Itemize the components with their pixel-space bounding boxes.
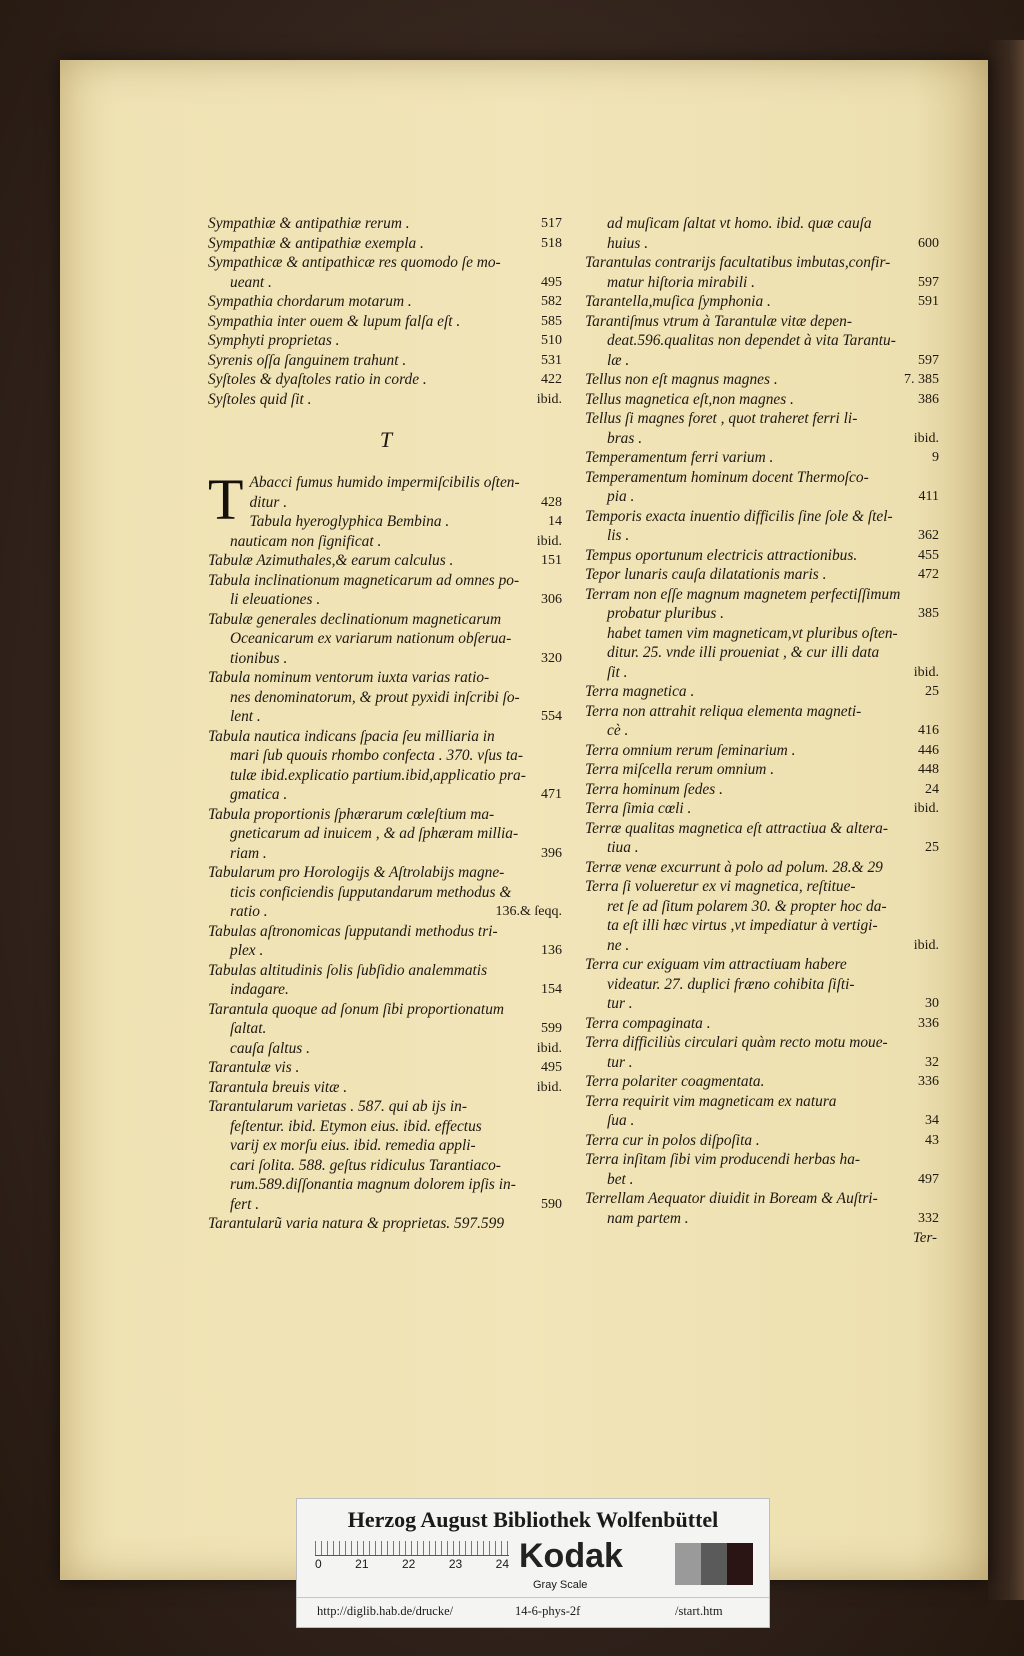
index-entry [208, 1000, 564, 1020]
entry-text: Terra miſcella rerum omnium . [585, 761, 775, 778]
index-entry [585, 331, 941, 351]
index-entries-right [585, 214, 941, 1228]
index-column-left [208, 214, 564, 1234]
page-reference: 411 [918, 489, 939, 504]
entry-text: Terra cur in polos diſpoſita . [585, 1131, 760, 1149]
entry-text: ne . [607, 936, 630, 954]
entry-text: Tabulas altitudinis ſolis ſubſidio analemmatis [208, 961, 488, 979]
page-reference: ibid. [536, 1040, 562, 1056]
page-reference: 590 [541, 1196, 562, 1212]
entry-text: ſaltat. [230, 1020, 267, 1037]
page-reference: 136.& ſeqq. [495, 904, 562, 919]
entry-text: Tellus ſi magnes foret , quot traheret ferri li- [585, 410, 858, 427]
index-entry [208, 273, 564, 293]
ruler-numbers [315, 1557, 509, 1571]
entry-text: mari ſub quouis rhombo confecta . 370. vſus ta- [230, 747, 523, 764]
entry-text: varij ex morſu eius. ibid. remedia appli- [230, 1137, 476, 1154]
page-reference: 531 [541, 352, 562, 368]
entry-text: Terram non eſſe magnum magnetem perfectiſſimum [585, 585, 901, 603]
page-reference: 34 [925, 1113, 939, 1128]
page-reference: 320 [541, 650, 562, 666]
page-reference: 151 [541, 553, 562, 568]
index-entry [208, 493, 564, 513]
index-entry [208, 532, 564, 552]
index-entry [585, 370, 941, 390]
page-reference: 43 [925, 1132, 939, 1148]
index-entries-t [208, 467, 564, 1234]
entry-text: Tarantularum varietas . 587. qui ab ijs in- [208, 1098, 467, 1115]
entry-text: Tepor lunaris cauſa dilatationis maris . [585, 566, 827, 583]
entry-text: Terra compaginata . [585, 1014, 711, 1032]
index-entry [585, 1033, 941, 1053]
entry-text: Syſtoles & dyaſtoles ratio in corde . [208, 371, 427, 388]
index-entry [585, 799, 941, 819]
entry-text: lis . [607, 527, 630, 544]
gray-scale-caption: Gray Scale [533, 1579, 588, 1591]
entry-text: Tempus oportunum electricis attractionibus. [585, 546, 858, 564]
page-reference: 591 [918, 294, 939, 309]
entry-text: nauticam non ſignificat . [230, 532, 382, 550]
index-entry [208, 844, 564, 864]
page-reference: 136 [541, 943, 562, 958]
page-reference: 585 [541, 313, 562, 329]
index-entry [208, 883, 564, 903]
drop-cap: T [208, 467, 244, 532]
entry-text: Terrellam Aequator diuidit in Boream & Auſtri- [585, 1190, 878, 1207]
index-entry [208, 1039, 564, 1059]
index-entry [585, 565, 941, 585]
entry-text: Terra cur exiguam vim attractiuam habere [585, 956, 847, 973]
entry-text: bras . [607, 429, 643, 447]
index-entry [585, 292, 941, 312]
index-entry [585, 702, 941, 722]
entry-text: cauſa ſaltus . [230, 1039, 310, 1057]
index-entry [208, 331, 564, 351]
index-entry [585, 897, 941, 917]
index-entry [208, 649, 564, 669]
index-entry [585, 1209, 941, 1229]
index-entry [585, 604, 941, 624]
index-entry [208, 1195, 564, 1215]
page-reference: 472 [918, 567, 939, 582]
entry-text: pia . [607, 488, 635, 505]
library-name: Herzog August Bibliothek Wolfenbüttel [347, 1507, 719, 1532]
index-entry [585, 721, 941, 741]
index-entry [585, 955, 941, 975]
page-reference: 336 [918, 1015, 939, 1031]
index-entry [585, 760, 941, 780]
url-text: http://diglib.hab.de/drucke/ [317, 1604, 454, 1618]
page-reference: 597 [918, 352, 939, 368]
ruler-number: 22 [401, 1557, 416, 1571]
entry-text: Temperamentum hominum docent Thermoſco- [585, 468, 869, 486]
index-entry [585, 838, 941, 858]
entry-text: cari ſolita. 588. geſtus ridiculus Tarantiaco- [230, 1156, 501, 1174]
index-entry [208, 473, 564, 493]
page-reference: 154 [541, 982, 562, 997]
entry-text: Syſtoles quid ſit . [208, 390, 312, 408]
entry-text: riam . [230, 844, 267, 862]
page-reference: 25 [925, 684, 939, 699]
shelfmark-text: 14-6-phys-2f [515, 1604, 581, 1618]
page-reference: 554 [541, 709, 562, 724]
page-reference: 306 [541, 592, 562, 607]
entry-text: Tabulæ Azimuthales,& earum calculus . [208, 552, 454, 569]
page-reference: 396 [541, 845, 562, 861]
section-letter-heading: T [379, 427, 393, 452]
entry-text: nes denominatorum, & prout pyxidi inſcribi ſo- [230, 688, 520, 706]
page-reference: 448 [918, 762, 939, 777]
entry-text: ta eſt illi hæc virtus ,vt impediatur à vertigi- [607, 917, 878, 934]
index-entry [585, 682, 941, 702]
index-entry [585, 663, 941, 683]
entry-text: Terra magnetica . [585, 683, 695, 700]
entry-text: nam partem . [607, 1209, 689, 1227]
index-entry [585, 819, 941, 839]
index-entry [585, 1072, 941, 1092]
index-entry [208, 1097, 564, 1117]
index-entry [208, 214, 564, 234]
entry-text: Tarantulas contrarijs facultatibus imbutas,confir- [585, 254, 891, 271]
entry-text: Tabulas aſtronomicas ſupputandi methodus tri- [208, 922, 498, 940]
index-entry [208, 727, 564, 747]
index-entry [585, 487, 941, 507]
index-entry [208, 1019, 564, 1039]
page-reference: 600 [918, 235, 939, 251]
index-entry [208, 922, 564, 942]
entry-text: matur hiſtoria mirabili . [607, 273, 755, 291]
index-entry [208, 551, 564, 571]
index-entry [208, 863, 564, 883]
page-reference: 446 [918, 742, 939, 758]
entry-text: Tarantulæ vis . [208, 1059, 300, 1076]
entry-text: Tabula inclinationum magneticarum ad omnes po- [208, 571, 520, 589]
entry-text: lent . [230, 708, 261, 725]
entry-text: ret ſe ad ſitum polarem 30. & propter hoc da- [607, 897, 887, 915]
index-entry [585, 643, 941, 663]
page-reference: ibid. [913, 664, 939, 680]
entry-text: ſit . [607, 663, 628, 681]
entry-text: Abacci fumus humido impermiſcibilis oſten- [249, 474, 520, 491]
index-entry [585, 624, 941, 644]
index-entry [585, 507, 941, 527]
page-reference: 30 [925, 996, 939, 1011]
index-entry [585, 1189, 941, 1209]
index-entry [585, 429, 941, 449]
entry-text: Sympathiæ & antipathiæ rerum . [208, 215, 410, 232]
entry-text: Terra difficiliùs circulari quàm recto motu moue- [585, 1034, 888, 1051]
index-entry [208, 629, 564, 649]
index-entry [585, 585, 941, 605]
entry-text: læ . [607, 351, 630, 369]
catchword: Ter- [912, 1230, 937, 1246]
index-entry [585, 546, 941, 566]
entry-text: Terra ſi volueretur ex vi magnetica, reſtitue- [585, 878, 856, 895]
entry-text: Sympathiæ & antipathiæ exempla . [208, 234, 424, 252]
index-entry [208, 1136, 564, 1156]
page-reference: 510 [541, 333, 562, 348]
index-entry [208, 1214, 564, 1234]
page-reference: 597 [918, 274, 939, 290]
index-entry [585, 253, 941, 273]
index-entry [208, 941, 564, 961]
entry-text: li eleuationes . [230, 591, 321, 608]
index-entry [208, 668, 564, 688]
ruler-number: 24 [495, 1557, 509, 1571]
ruler-number: 21 [355, 1557, 369, 1571]
index-entry [208, 824, 564, 844]
entry-text: Tabula proportionis ſphærarum cœleſtium ma- [208, 805, 495, 823]
index-entry [208, 253, 564, 273]
page-reference: 416 [918, 723, 939, 738]
entry-text: Terra polariter coagmentata. [585, 1073, 765, 1090]
page-reference: 495 [541, 1060, 562, 1075]
page-reference: 332 [918, 1210, 939, 1226]
index-entry [208, 1156, 564, 1176]
ruler-number: 23 [448, 1557, 463, 1571]
entry-text: habet tamen vim magneticam,vt pluribus oſten- [607, 624, 898, 642]
entry-text: Tarantularũ varia natura & proprietas. 597.599 [208, 1215, 505, 1232]
page-reference: 495 [541, 274, 562, 290]
entry-text: deat.596.qualitas non dependet à vita Tarantu- [607, 332, 896, 349]
index-entry [208, 1175, 564, 1195]
page-reference: 471 [541, 787, 562, 802]
scale-ruler [315, 1541, 509, 1571]
index-entry [208, 805, 564, 825]
index-entry [585, 312, 941, 332]
entry-text: Sympathia inter ouem & lupum falſa eſt . [208, 312, 461, 330]
index-entry [585, 780, 941, 800]
entry-text: plex . [230, 942, 264, 959]
entry-text: Terra non attrahit reliqua elementa magneti- [585, 702, 862, 720]
index-entry [585, 975, 941, 995]
entry-text: Tarantula breuis vitæ . [208, 1078, 348, 1096]
entry-text: Symphyti proprietas . [208, 332, 340, 349]
entry-text: fert . [230, 1195, 260, 1213]
entry-text: Tabula nominum ventorum iuxta varias ratio- [208, 669, 490, 686]
index-entry [585, 741, 941, 761]
index-entry [585, 1092, 941, 1112]
index-entry [585, 390, 941, 410]
entry-text: Tabula nautica indicans ſpacia ſeu milliaria in [208, 727, 495, 745]
index-entry [585, 409, 941, 429]
page-reference: 455 [918, 547, 939, 563]
index-entry [585, 351, 941, 371]
index-entry [208, 351, 564, 371]
page-reference: 362 [918, 528, 939, 543]
page-reference: ibid. [913, 937, 939, 953]
entry-text: feſtentur. ibid. Etymon eius. ibid. effectus [230, 1117, 482, 1135]
index-entry [585, 1111, 941, 1131]
archive-label [296, 1498, 770, 1628]
index-entry [585, 234, 941, 254]
index-entry [208, 234, 564, 254]
entry-text: Terra ſimia cœli . [585, 800, 692, 817]
index-entries-s [208, 214, 564, 409]
entry-text: Sympathicæ & antipathicæ res quomodo ſe mo- [208, 254, 501, 271]
entry-text: Tellus non eſt magnus magnes . [585, 371, 778, 388]
index-entry [208, 746, 564, 766]
entry-text: ditur . [249, 493, 288, 511]
index-entry [208, 785, 564, 805]
index-entry [208, 961, 564, 981]
entry-text: Syrenis oſſa ſanguinem trahunt . [208, 351, 407, 369]
page-reference: ibid. [913, 801, 939, 816]
entry-text: Tabula hyeroglyphica Bembina . [249, 513, 450, 530]
index-entry [585, 994, 941, 1014]
index-entry [585, 1170, 941, 1190]
entry-text: ſua . [607, 1112, 635, 1129]
page-reference: 336 [918, 1074, 939, 1089]
entry-text: Temperamentum ferri varium . [585, 449, 774, 466]
entry-text: videatur. 27. duplici fræno cohibita ſiſti- [607, 975, 855, 993]
entry-text: ticis conficiendis ſupputandarum methodus & [230, 883, 512, 901]
index-entry [208, 1078, 564, 1098]
index-entry [585, 916, 941, 936]
entry-text: Terra inſitam ſibi vim producendi herbas ha- [585, 1151, 861, 1168]
page-reference: 517 [541, 216, 562, 231]
index-entry [585, 526, 941, 546]
entry-text: Terra omnium rerum ſeminarium . [585, 741, 796, 759]
entry-text: tur . [607, 1053, 633, 1071]
page-reference: 386 [918, 391, 939, 407]
entry-text: gmatica . [230, 786, 288, 803]
page-reference: 582 [541, 294, 562, 309]
kodak-logo: Kodak [519, 1537, 623, 1575]
index-entry [208, 980, 564, 1000]
index-entry [585, 1131, 941, 1151]
page-reference: 518 [541, 235, 562, 251]
entry-text: probatur pluribus . [607, 605, 725, 622]
page-reference: 385 [918, 606, 939, 621]
entry-text: bet . [607, 1170, 634, 1188]
page-reference: 14 [548, 514, 562, 529]
index-entry [585, 936, 941, 956]
index-entry [585, 448, 941, 468]
entry-text: Tarantiſmus vtrum à Tarantulæ vitæ depen- [585, 312, 852, 330]
index-entry [585, 1150, 941, 1170]
index-entry [208, 390, 564, 410]
index-entry [208, 610, 564, 630]
index-entry [208, 766, 564, 786]
index-entry [208, 590, 564, 610]
entry-text: cè . [607, 722, 629, 739]
entry-text: tur . [607, 995, 633, 1012]
page-reference: ibid. [536, 533, 562, 549]
index-entry [208, 312, 564, 332]
entry-text: Terra requirit vim magneticam ex natura [585, 1092, 837, 1110]
entry-text: Terræ venæ excurrunt à polo ad polum. 28.& 29 [585, 858, 883, 876]
index-entry [585, 214, 941, 234]
page-reference: 9 [932, 450, 939, 465]
page-reference: 599 [541, 1021, 562, 1036]
entry-text: Tarantula quoque ad ſonum ſibi proportionatum [208, 1000, 505, 1018]
page-reference: 422 [541, 372, 562, 387]
entry-text: Temporis exacta inuentio difficilis ſine ſole & ſtel- [585, 507, 893, 525]
entry-text: tiua . [607, 839, 639, 856]
page-reference: 428 [541, 494, 562, 510]
page-reference: 25 [925, 840, 939, 855]
page-reference: ibid. [536, 1079, 562, 1095]
entry-text: Sympathia chordarum motarum . [208, 293, 412, 310]
index-entry [208, 292, 564, 312]
index-entry [208, 707, 564, 727]
index-entry [208, 571, 564, 591]
adjacent-page-edge [988, 40, 1024, 1600]
entry-text: ditur. 25. vnde illi proueniat , & cur illi data [607, 644, 880, 661]
entry-text: ueant . [230, 273, 272, 291]
index-entry [585, 1053, 941, 1073]
index-entry [208, 1117, 564, 1137]
entry-text: gneticarum ad inuicem , & ad ſphæram millia- [230, 825, 519, 842]
entry-text: Tabulæ generales declinationum magneticarum [208, 610, 502, 628]
index-entry [585, 468, 941, 488]
index-entry [208, 370, 564, 390]
index-entry [208, 688, 564, 708]
page-reference: 24 [925, 781, 939, 797]
index-entry [208, 1058, 564, 1078]
entry-text: Tarantella,muſica ſymphonia . [585, 293, 771, 310]
start-text: /start.htm [675, 1604, 723, 1618]
entry-text: tionibus . [230, 649, 288, 667]
entry-text: rum.589.diſſonantia magnum dolorem ipſis in- [230, 1176, 516, 1193]
page-reference: ibid. [536, 391, 562, 407]
entry-text: Tellus magnetica eſt,non magnes . [585, 390, 794, 408]
index-column-right [585, 214, 941, 1247]
page-reference: 32 [925, 1054, 939, 1070]
entry-text: ad muſicam ſaltat vt homo. ibid. quæ cauſa [607, 215, 872, 232]
ruler-number: 0 [315, 1557, 322, 1571]
entry-text: Tabularum pro Horologijs & Aſtrolabijs magne- [208, 864, 505, 881]
ruler-ticks [315, 1541, 509, 1556]
index-entry [585, 1014, 941, 1034]
entry-text: Oceanicarum ex variarum nationum obſerua- [230, 630, 512, 647]
index-entry [585, 877, 941, 897]
page-reference: 7. 385 [904, 372, 939, 387]
entry-text: tulæ ibid.explicatio partium.ibid,applicatio pra- [230, 766, 526, 784]
gray-scale-swatch [675, 1543, 753, 1585]
page-reference: ibid. [913, 430, 939, 446]
entry-text: Terra hominum ſedes . [585, 780, 723, 798]
entry-text: ratio . [230, 903, 268, 920]
entry-text: indagare. [230, 981, 289, 998]
label-footer [297, 1597, 769, 1622]
index-entry [208, 902, 564, 922]
index-entry [585, 273, 941, 293]
entry-text: Terræ qualitas magnetica eſt attractiua & altera- [585, 819, 888, 837]
index-entry [585, 858, 941, 878]
index-entry [208, 512, 564, 532]
entry-text: huius . [607, 234, 649, 252]
page-reference: 497 [918, 1171, 939, 1187]
